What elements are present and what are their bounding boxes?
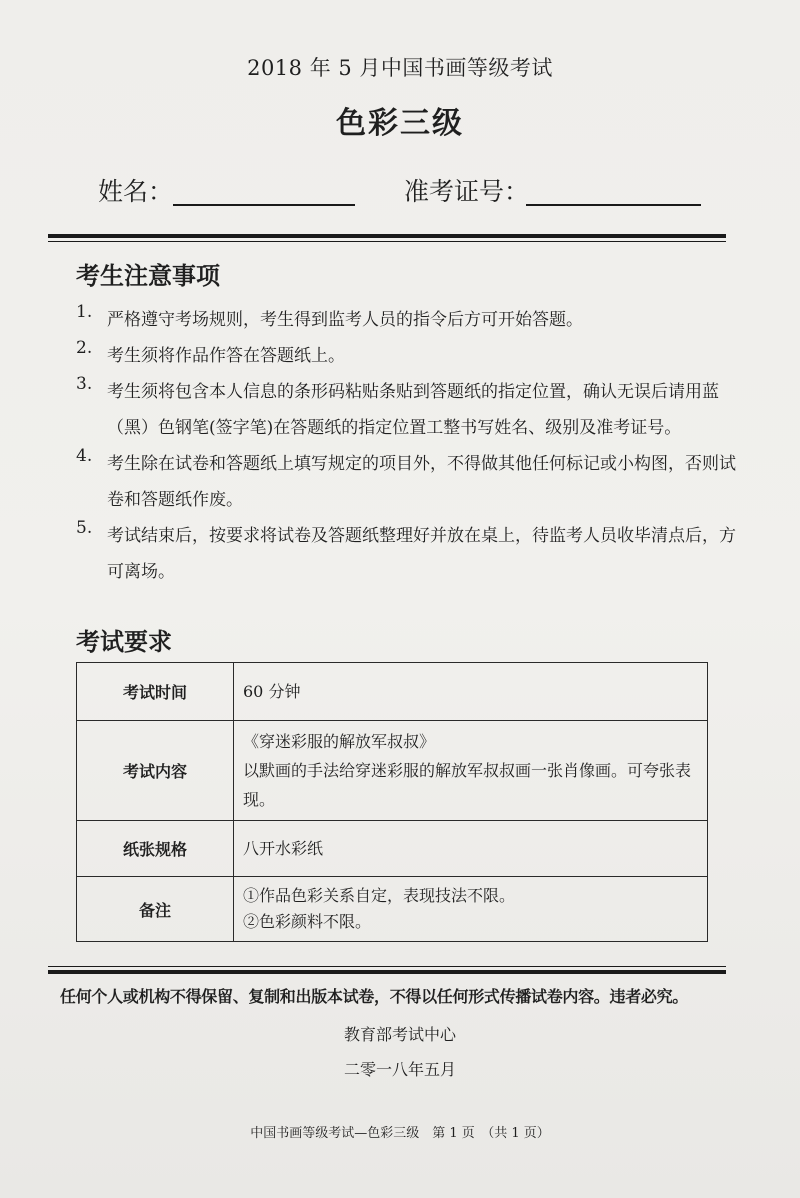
table-row: [77, 721, 708, 821]
copyright-warning: 任何个人或机构不得保留、复制和出版本试卷，不得以任何形式传播试卷内容。违者必究。: [60, 987, 689, 1006]
list-item: 4. 考生除在试卷和答题纸上填写规定的项目外，不得做其他任何标记或小构图，否则试卷和答题纸作废。: [76, 446, 736, 510]
subject-title: 色彩三级: [336, 106, 464, 141]
row-value: 八开水彩纸: [243, 839, 324, 858]
page-footer: 中国书画等级考试—色彩三级 第 1 页 （共 1 页）: [250, 1126, 550, 1141]
row-value: 《穿迷彩服的解放军叔叔》: [243, 732, 436, 751]
header-divider: [48, 234, 726, 242]
notice-heading: 考生注意事项: [76, 261, 220, 290]
row-value: 60 分钟: [243, 682, 301, 701]
list-item: 2. 考生须将作品作答在答题纸上。: [76, 338, 345, 366]
requirements-table: [76, 662, 708, 942]
issuer: 教育部考试中心: [343, 1025, 456, 1044]
row-label: 考试内容: [77, 721, 234, 821]
table-row: [77, 821, 708, 877]
row-label: 备注: [77, 877, 234, 942]
row-value: 以默画的手法给穿迷彩服的解放军叔叔画一张肖像画。可夸张表现。: [243, 761, 692, 809]
row-label: 考试时间: [77, 663, 234, 721]
name-label: 姓名：: [98, 177, 174, 206]
row-value: ①作品色彩关系自定，表现技法不限。: [243, 886, 516, 905]
exam-title: 2018 年 5 月中国书画等级考试: [247, 56, 553, 80]
requirements-heading: 考试要求: [76, 627, 172, 656]
row-value: ②色彩颜料不限。: [243, 912, 372, 931]
list-item: 3. 考生须将包含本人信息的条形码粘贴条贴到答题纸的指定位置，确认无误后请用蓝（黑）色钢笔(签字笔)在答题纸的指定位置工整书写姓名、级别及准考证号。: [76, 374, 719, 438]
table-row: [77, 663, 708, 721]
list-item: 5. 考试结束后，按要求将试卷及答题纸整理好并放在桌上，待监考人员收毕清点后，方可离场。: [76, 518, 736, 582]
list-item: 1. 严格遵守考场规则，考生得到监考人员的指令后方可开始答题。: [76, 302, 583, 330]
exam-id-label: 准考证号：: [404, 177, 530, 206]
footer-divider: [48, 966, 726, 974]
notice-list: [76, 302, 736, 590]
row-label: 纸张规格: [77, 821, 234, 877]
name-blank-line: [173, 204, 355, 206]
issue-date: 二零一八年五月: [343, 1060, 456, 1079]
exam-id-blank-line: [526, 204, 701, 206]
table-row: [77, 877, 708, 942]
